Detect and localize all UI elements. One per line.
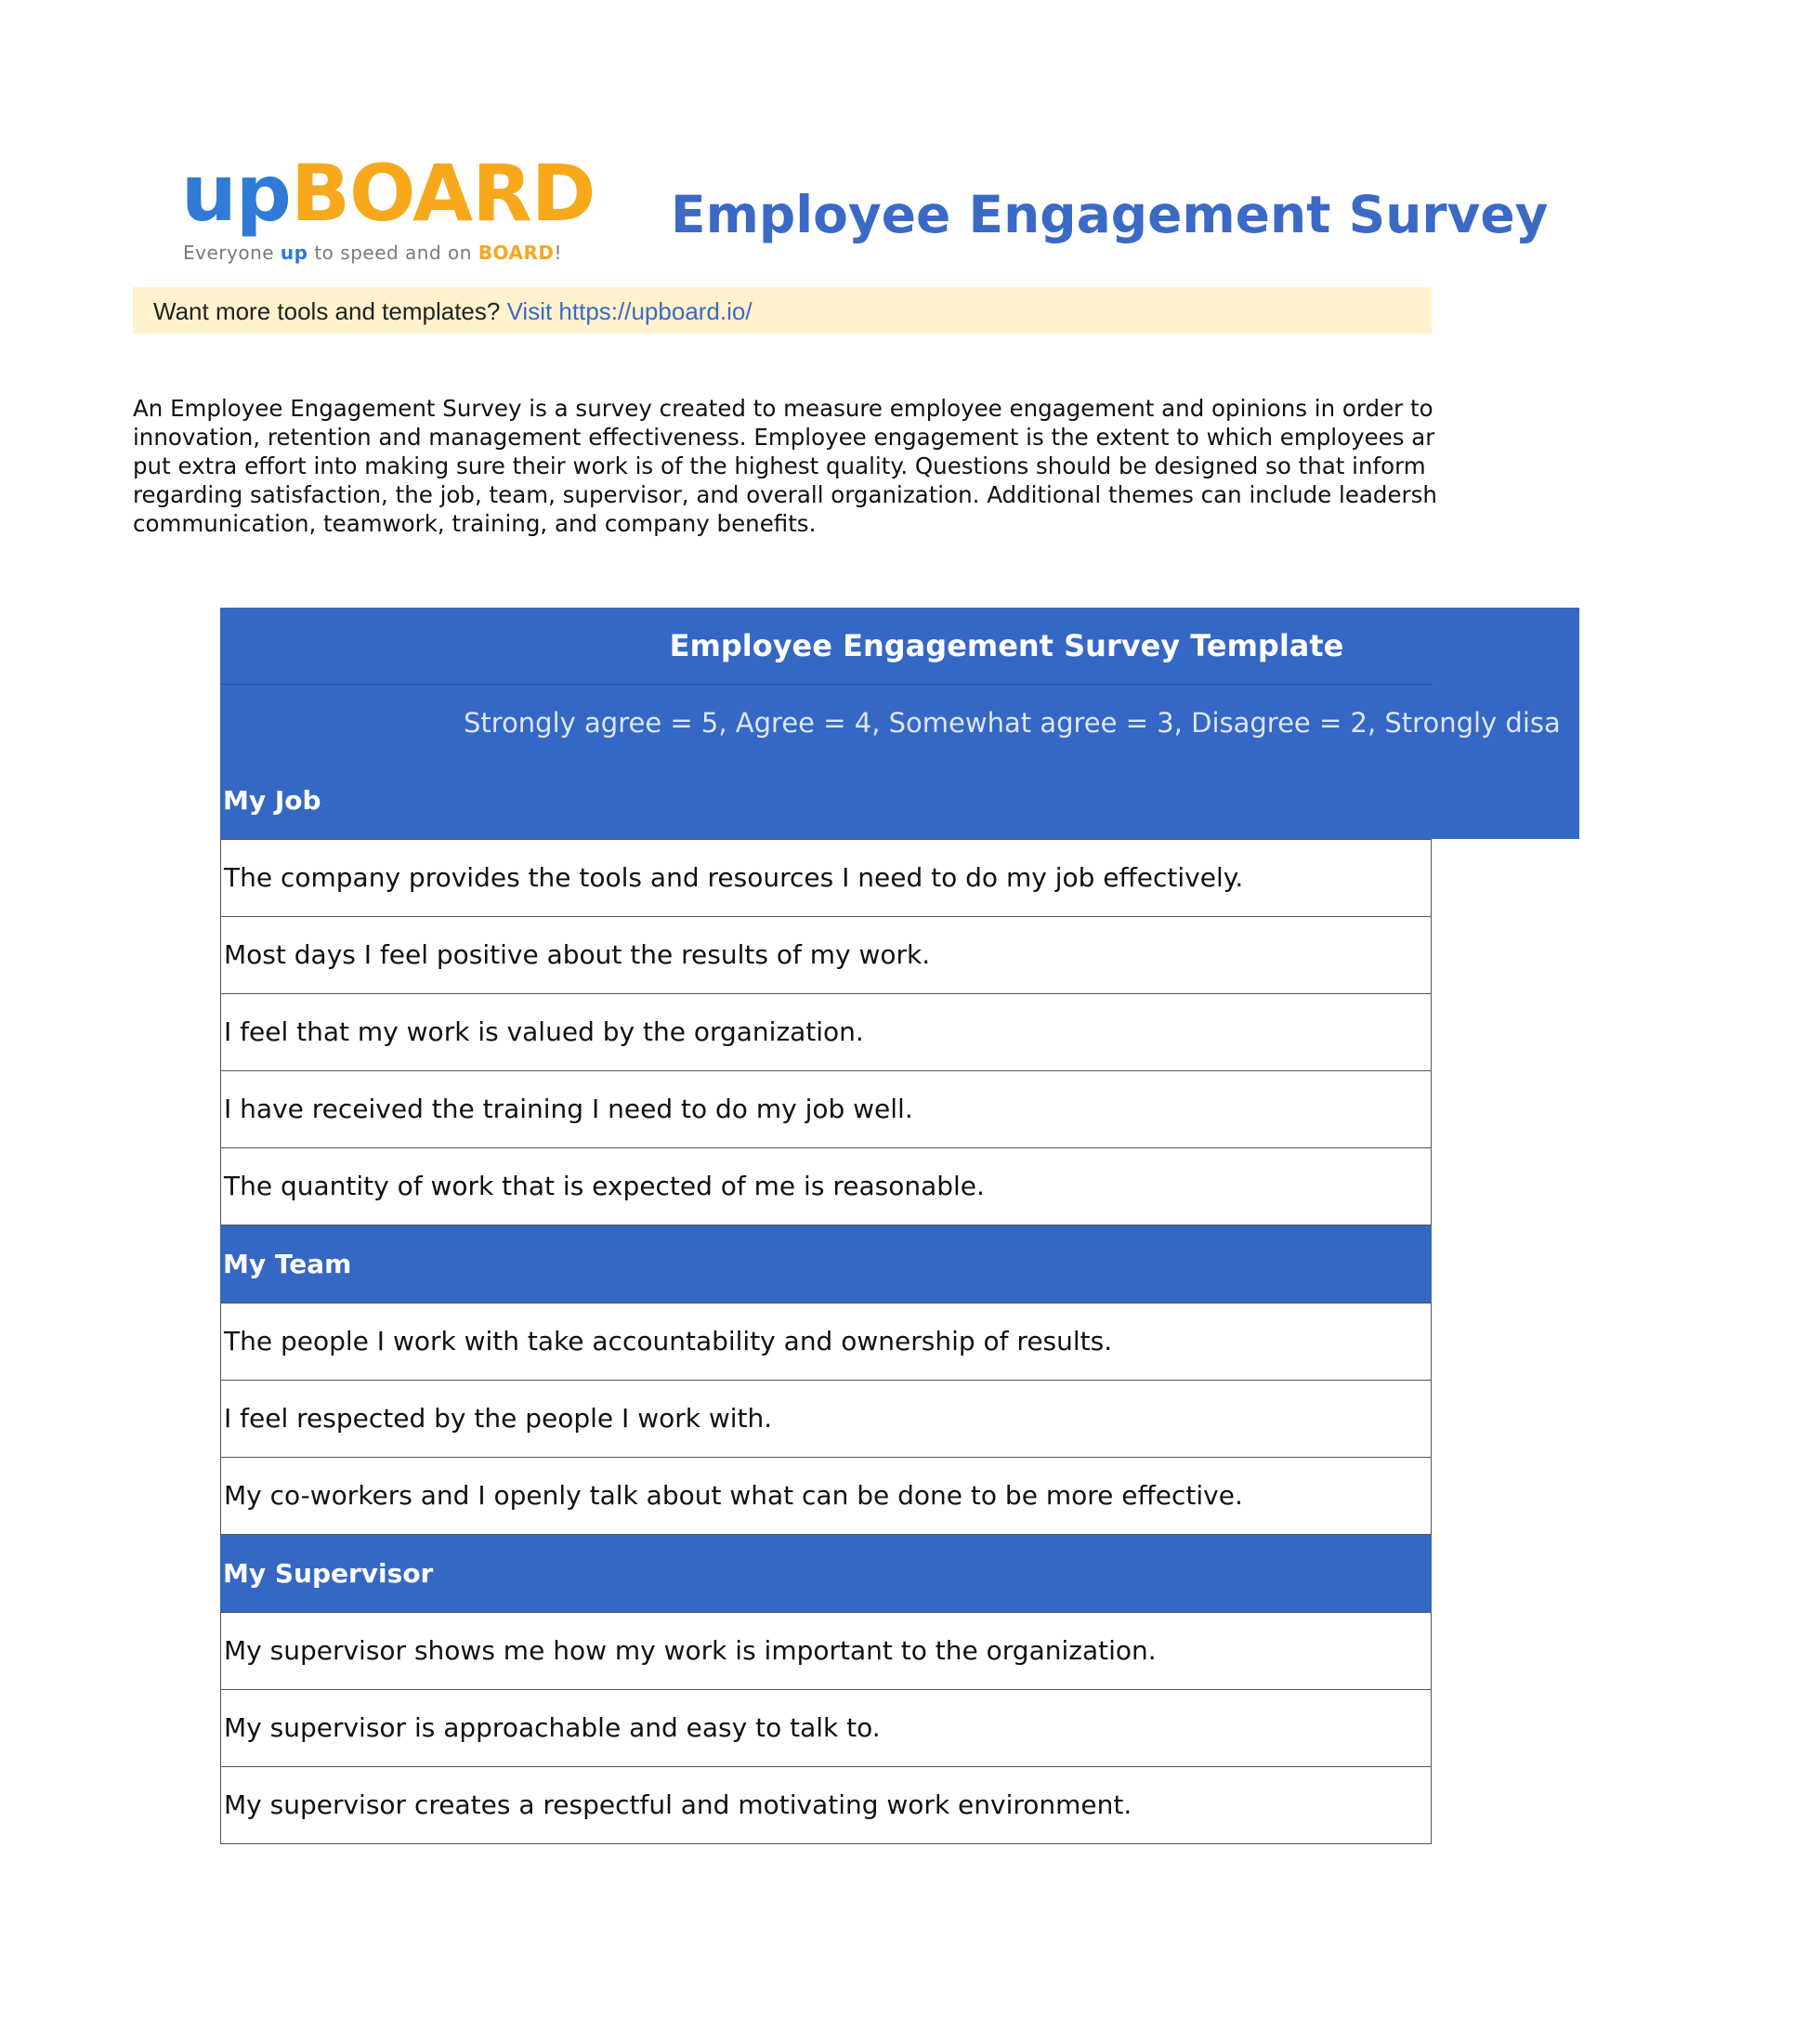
description-line: put extra effort into making sure their work is of the highest quality. Questions should be designed so that inform xyxy=(133,452,1426,479)
section-title: My Supervisor xyxy=(223,1558,434,1589)
survey-question-row[interactable] xyxy=(220,1147,1432,1225)
logo-word-up: up xyxy=(181,148,291,239)
survey-question-row[interactable] xyxy=(220,1766,1432,1844)
rating-scale-row xyxy=(220,684,1561,762)
survey-question-text: I feel that my work is valued by the organization. xyxy=(224,1016,864,1047)
survey-question-text: The quantity of work that is expected of me is reasonable. xyxy=(224,1171,985,1201)
section-title: My Team xyxy=(223,1249,352,1279)
logo-word-board: BOARD xyxy=(290,148,595,239)
survey-table-title: Employee Engagement Survey Template xyxy=(669,628,1344,663)
tagline-end: ! xyxy=(554,242,563,264)
survey-question-row[interactable] xyxy=(220,1612,1432,1690)
survey-question-text: My co-workers and I openly talk about what can be done to be more effective. xyxy=(224,1480,1243,1511)
survey-question-row[interactable] xyxy=(220,1380,1432,1458)
survey-question-text: The company provides the tools and resources I need to do my job effectively. xyxy=(224,862,1244,893)
survey-question-text: Most days I feel positive about the results of my work. xyxy=(224,939,931,970)
rating-scale-text: Strongly agree = 5, Agree = 4, Somewhat agree = 3, Disagree = 2, Strongly disa xyxy=(464,707,1561,739)
section-title: My Job xyxy=(223,785,321,816)
description-line: regarding satisfaction, the job, team, supervisor, and overall organization. Additional themes can include leadersh xyxy=(133,481,1437,508)
survey-question-row[interactable] xyxy=(220,1070,1432,1148)
survey-question-row[interactable] xyxy=(220,1457,1432,1535)
section-header-my-job xyxy=(220,762,1432,839)
description-line: communication, teamwork, training, and company benefits. xyxy=(133,510,817,537)
survey-question-row[interactable] xyxy=(220,916,1432,994)
description-paragraph xyxy=(133,394,1437,543)
survey-question-row[interactable] xyxy=(220,1689,1432,1767)
promo-text-wrap xyxy=(153,297,753,325)
tagline-start: Everyone xyxy=(183,242,281,264)
upboard-logo xyxy=(181,147,599,272)
page-title: Employee Engagement Survey xyxy=(671,185,1549,244)
tagline-board: BOARD xyxy=(478,242,555,264)
logo-wordmark xyxy=(181,147,595,240)
description-line: An Employee Engagement Survey is a survey created to measure employee engagement and opinions in order to xyxy=(133,395,1433,422)
section-header-my-supervisor xyxy=(220,1535,1432,1612)
survey-question-text: My supervisor shows me how my work is important to the organization. xyxy=(224,1635,1157,1666)
survey-question-text: The people I work with take accountability and ownership of results. xyxy=(224,1326,1113,1356)
section-header-my-team xyxy=(220,1225,1432,1303)
survey-question-text: I feel respected by the people I work with. xyxy=(224,1403,773,1434)
survey-question-text: My supervisor is approachable and easy to talk to. xyxy=(224,1712,881,1743)
promo-link[interactable]: Visit https://upboard.io/ xyxy=(506,297,753,325)
tagline-mid: to speed and on xyxy=(308,242,478,264)
survey-question-text: My supervisor creates a respectful and motivating work environment. xyxy=(224,1789,1132,1820)
promo-banner xyxy=(133,287,1432,334)
survey-question-text: I have received the training I need to do my job well. xyxy=(224,1094,913,1124)
survey-question-row[interactable] xyxy=(220,993,1432,1071)
tagline-up: up xyxy=(280,242,308,264)
promo-text: Want more tools and templates? xyxy=(153,297,507,325)
survey-question-row[interactable] xyxy=(220,1303,1432,1381)
description-line: innovation, retention and management effectiveness. Employee engagement is the extent to which employees ar xyxy=(133,424,1435,451)
survey-question-row[interactable] xyxy=(220,839,1432,917)
survey-table-header xyxy=(220,608,1579,684)
logo-tagline xyxy=(183,242,562,264)
